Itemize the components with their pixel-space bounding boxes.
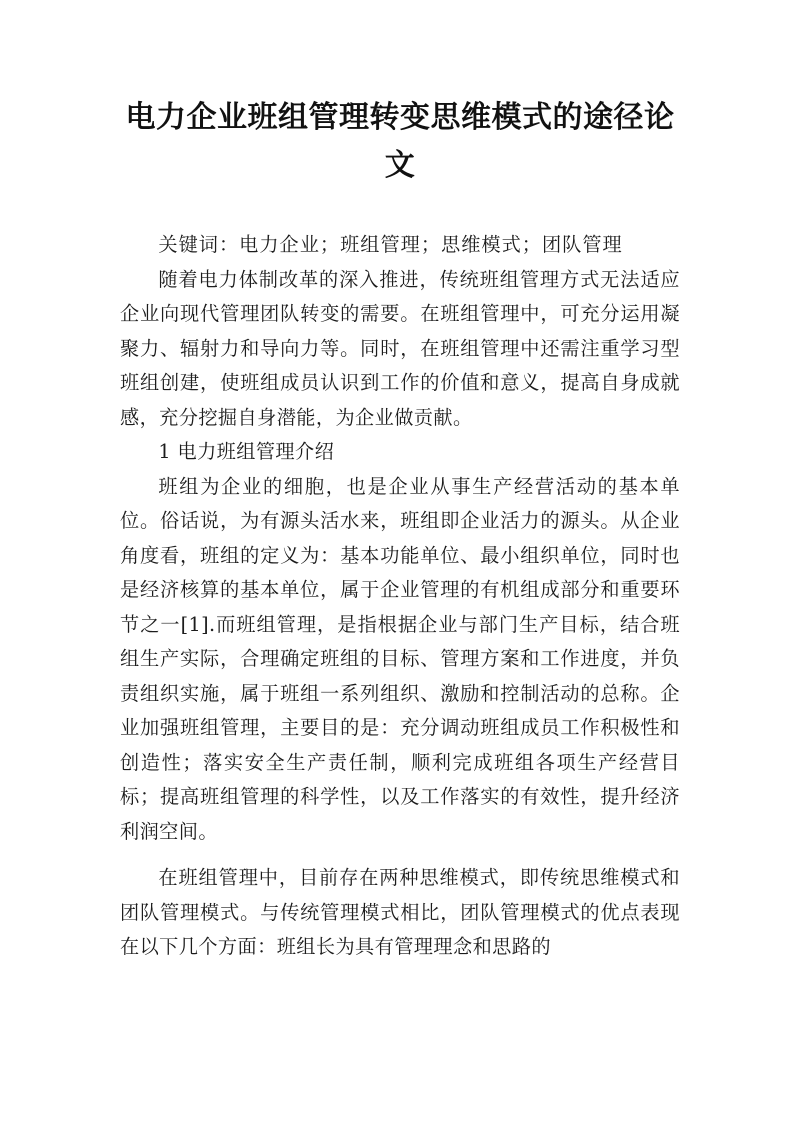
title-line-2: 文 <box>384 148 416 183</box>
section-paragraph-1: 班组为企业的细胞，也是企业从事生产经营活动的基本单位。俗话说，为有源头活水来，班组即企业活力的源头。从企业角度看，班组的定义为：基本功能单位、最小组织单位，同时也是经济核算的基本单位，属于企业管理的有机组成部分和重要环节之一[1].而班组管理，是指根据企业与部门生产目标，结合班组生产实际，合理确定班组的目标、管理方案和工作进度，并负责组织实施，属于班组一系列组织、激励和控制活动的总称。企业加强班组管理，主要目的是：充分调动班组成员工作积极性和创造性；落实安全生产责任制，顺利完成班组各项生产经营目标；提高班组管理的科学性，以及工作落实的有效性，提升经济利润空间。 <box>120 474 680 843</box>
keywords-line: 关键词：电力企业；班组管理；思维模式；团队管理 <box>158 233 623 256</box>
section-paragraph-2: 在班组管理中，目前存在两种思维模式，即传统思维模式和团队管理模式。与传统管理模式相比，团队管理模式的优点表现在以下几个方面：班组长为具有管理理念和思路的 <box>120 866 680 958</box>
section-heading: 1 电力班组管理介绍 <box>158 440 335 463</box>
abstract-paragraph: 随着电力体制改革的深入推进，传统班组管理方式无法适应企业向现代管理团队转变的需要。在班组管理中，可充分运用凝聚力、辐射力和导向力等。同时，在班组管理中还需注重学习型班组创建，使班组成员认识到工作的价值和意义，提高自身成就感，充分挖掘自身潜能，为企业做贡献。 <box>120 267 680 429</box>
document-body <box>120 228 680 965</box>
title-line-1: 电力企业班组管理转变思维模式的途径论 <box>125 100 675 135</box>
document-title <box>120 94 680 190</box>
